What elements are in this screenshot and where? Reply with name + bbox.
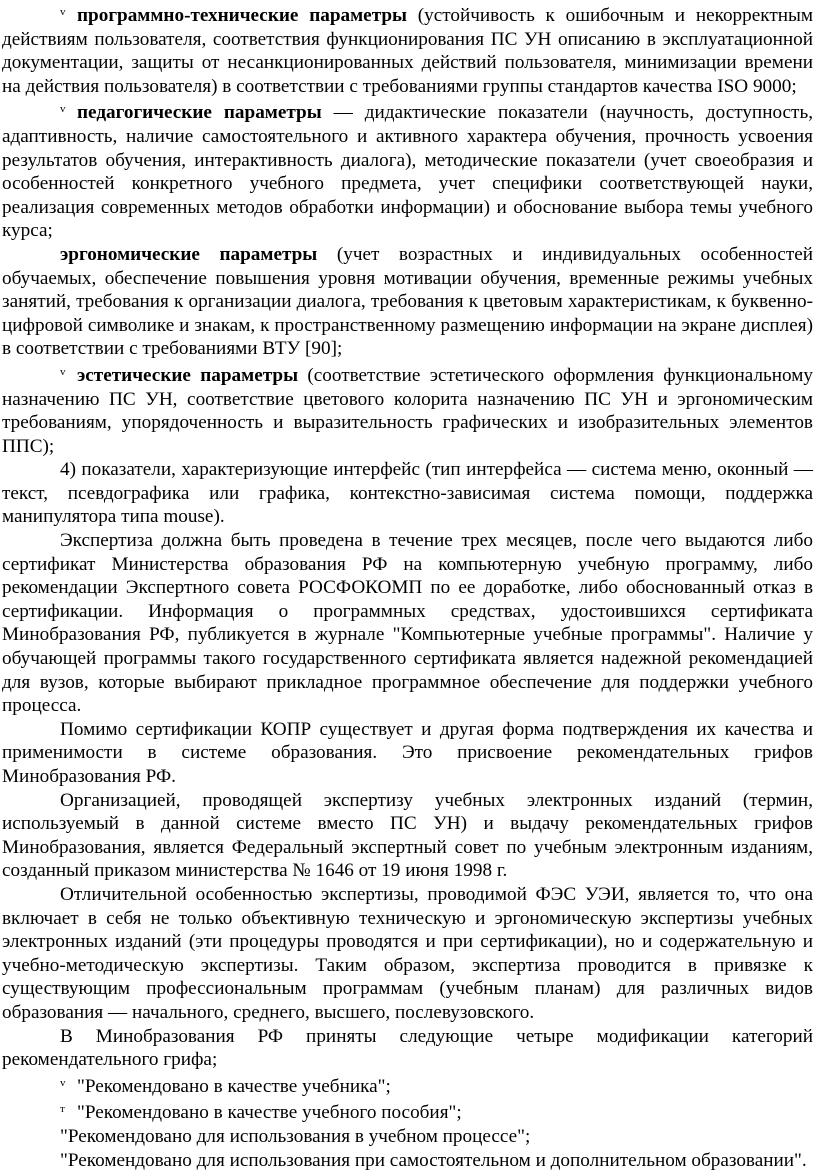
grif-item <box>2 1072 813 1099</box>
list-item-pedagogical-params <box>2 98 813 243</box>
grif-item <box>2 1098 813 1125</box>
list-item-term: эргономические параметры <box>60 244 317 265</box>
grif-item <box>2 1149 813 1172</box>
paragraph-certification: Помимо сертификации КОПР существует и другая форма подтверждения их качества и применимости в системе образования. Это присвоение рекомендательных грифов Минобразования РФ. <box>2 718 813 789</box>
grif-text: "Рекомендовано в качестве учебного пособия"; <box>77 1102 462 1123</box>
bullet-marker: v <box>60 98 77 122</box>
list-item-text: (учет возрастных и индивидуальных особенностей обучаемых, обеспечение повышения уровня мотивации обучения, временные режимы учебных занятий, требования к организации диалога, требования к цветовым характеристикам, к буквенно-цифровой символике и знакам, к пространственному размещению информации на экране дисплея) в соответствии с требованиями ВТУ [90]; <box>2 244 813 359</box>
list-item-software-params <box>2 1 813 98</box>
paragraph-organization: Организацией, проводящей экспертизу учебных электронных изданий (термин, используемый в данной системе вместо ПС УН) и выдачу рекомендательных грифов Минобразования, является Федеральный экспертный совет по учебным электронным изданиям, созданный приказом министерства № 1646 от 19 июня 1998 г. <box>2 789 813 883</box>
bullet-marker: v <box>60 1 77 25</box>
list-item-aesthetic-params <box>2 361 813 458</box>
list-item-term: педагогические параметры <box>77 102 322 123</box>
grif-text: "Рекомендовано для использования при самостоятельном и дополнительном образовании". <box>60 1150 807 1171</box>
bullet-marker: v <box>60 1072 77 1096</box>
list-item-text: — дидактические показатели (научность, доступность, адаптивность, наличие самостоятельного и активного характера обучения, прочность усвоения результатов обучения, интерактивность диалога), методические показатели (учет своеобразия и особенностей конкретного учебного предмета, учет специфики соответствующей науки, реализация современных методов обработки информации) и обоснование выбора темы учебного курса; <box>2 102 813 241</box>
paragraph-feature: Отличительной особенностью экспертизы, проводимой ФЭС УЭИ, является то, что она включает в себя не только объективную техническую и эргономическую экспертизы учебных электронных изданий (эти процедуры проводятся и при сертификации), но и содержательную и учебно-методическую экспертизы. Таким образом, экспертиза проводится в привязке к существующим профессиональным программам (учебным планам) для различных видов образования — начального, среднего, высшего, послевузовского. <box>2 883 813 1025</box>
paragraph-expertise: Экспертиза должна быть проведена в течение трех месяцев, после чего выдаются либо сертификат Министерства образования РФ на компьютерную учебную программу, либо рекомендации Экспертного совета РОСФОКОМП по ее доработке, либо обоснованный отказ в сертификации. Информация о программных средствах, удостоившихся сертификата Минобразования РФ, публикуется в журнале "Компьютерные учебные программы". Наличие у обучающей программы такого государственного сертификата является надежной рекомендацией для вузов, которые выбирают прикладное программное обеспечение для поддержки учебного процесса. <box>2 529 813 718</box>
list-item-text: (устойчивость к ошибочным и некорректным действиям пользователя, соответствия функционирования ПС УН описанию в эксплуатационной документации, защиты от несанкционированных действий пользователя, минимизации времени на действия пользователя) в соответствии с требованиями группы стандартов качества ISO 9000; <box>2 5 813 97</box>
list-item-term: эстетические параметры <box>77 365 298 386</box>
list-item-text: (соответствие эстетического оформления функциональному назначению ПС УН, соответствие цветового колорита назначению ПС УН и эргономическим требованиям, упорядоченность и выразительность графических и изобразительных элементов ППС); <box>2 365 813 457</box>
paragraph-interface: 4) показатели, характеризующие интерфейс (тип интерфейса — система меню, оконный — текст, псевдографика или графика, контекстно-зависимая система помощи, поддержка манипулятора типа mouse). <box>2 458 813 529</box>
bullet-marker: v <box>60 361 77 385</box>
grif-text: "Рекомендовано в качестве учебника"; <box>77 1076 391 1097</box>
list-item-term: программно-технические параметры <box>77 5 407 26</box>
paragraph-grif-intro: В Минобразования РФ приняты следующие четыре модификации категорий рекомендательного грифа; <box>2 1025 813 1072</box>
bullet-marker: т <box>60 1098 77 1122</box>
grif-text: "Рекомендовано для использования в учебном процессе"; <box>60 1126 530 1147</box>
list-item-ergonomic-params <box>2 243 813 361</box>
